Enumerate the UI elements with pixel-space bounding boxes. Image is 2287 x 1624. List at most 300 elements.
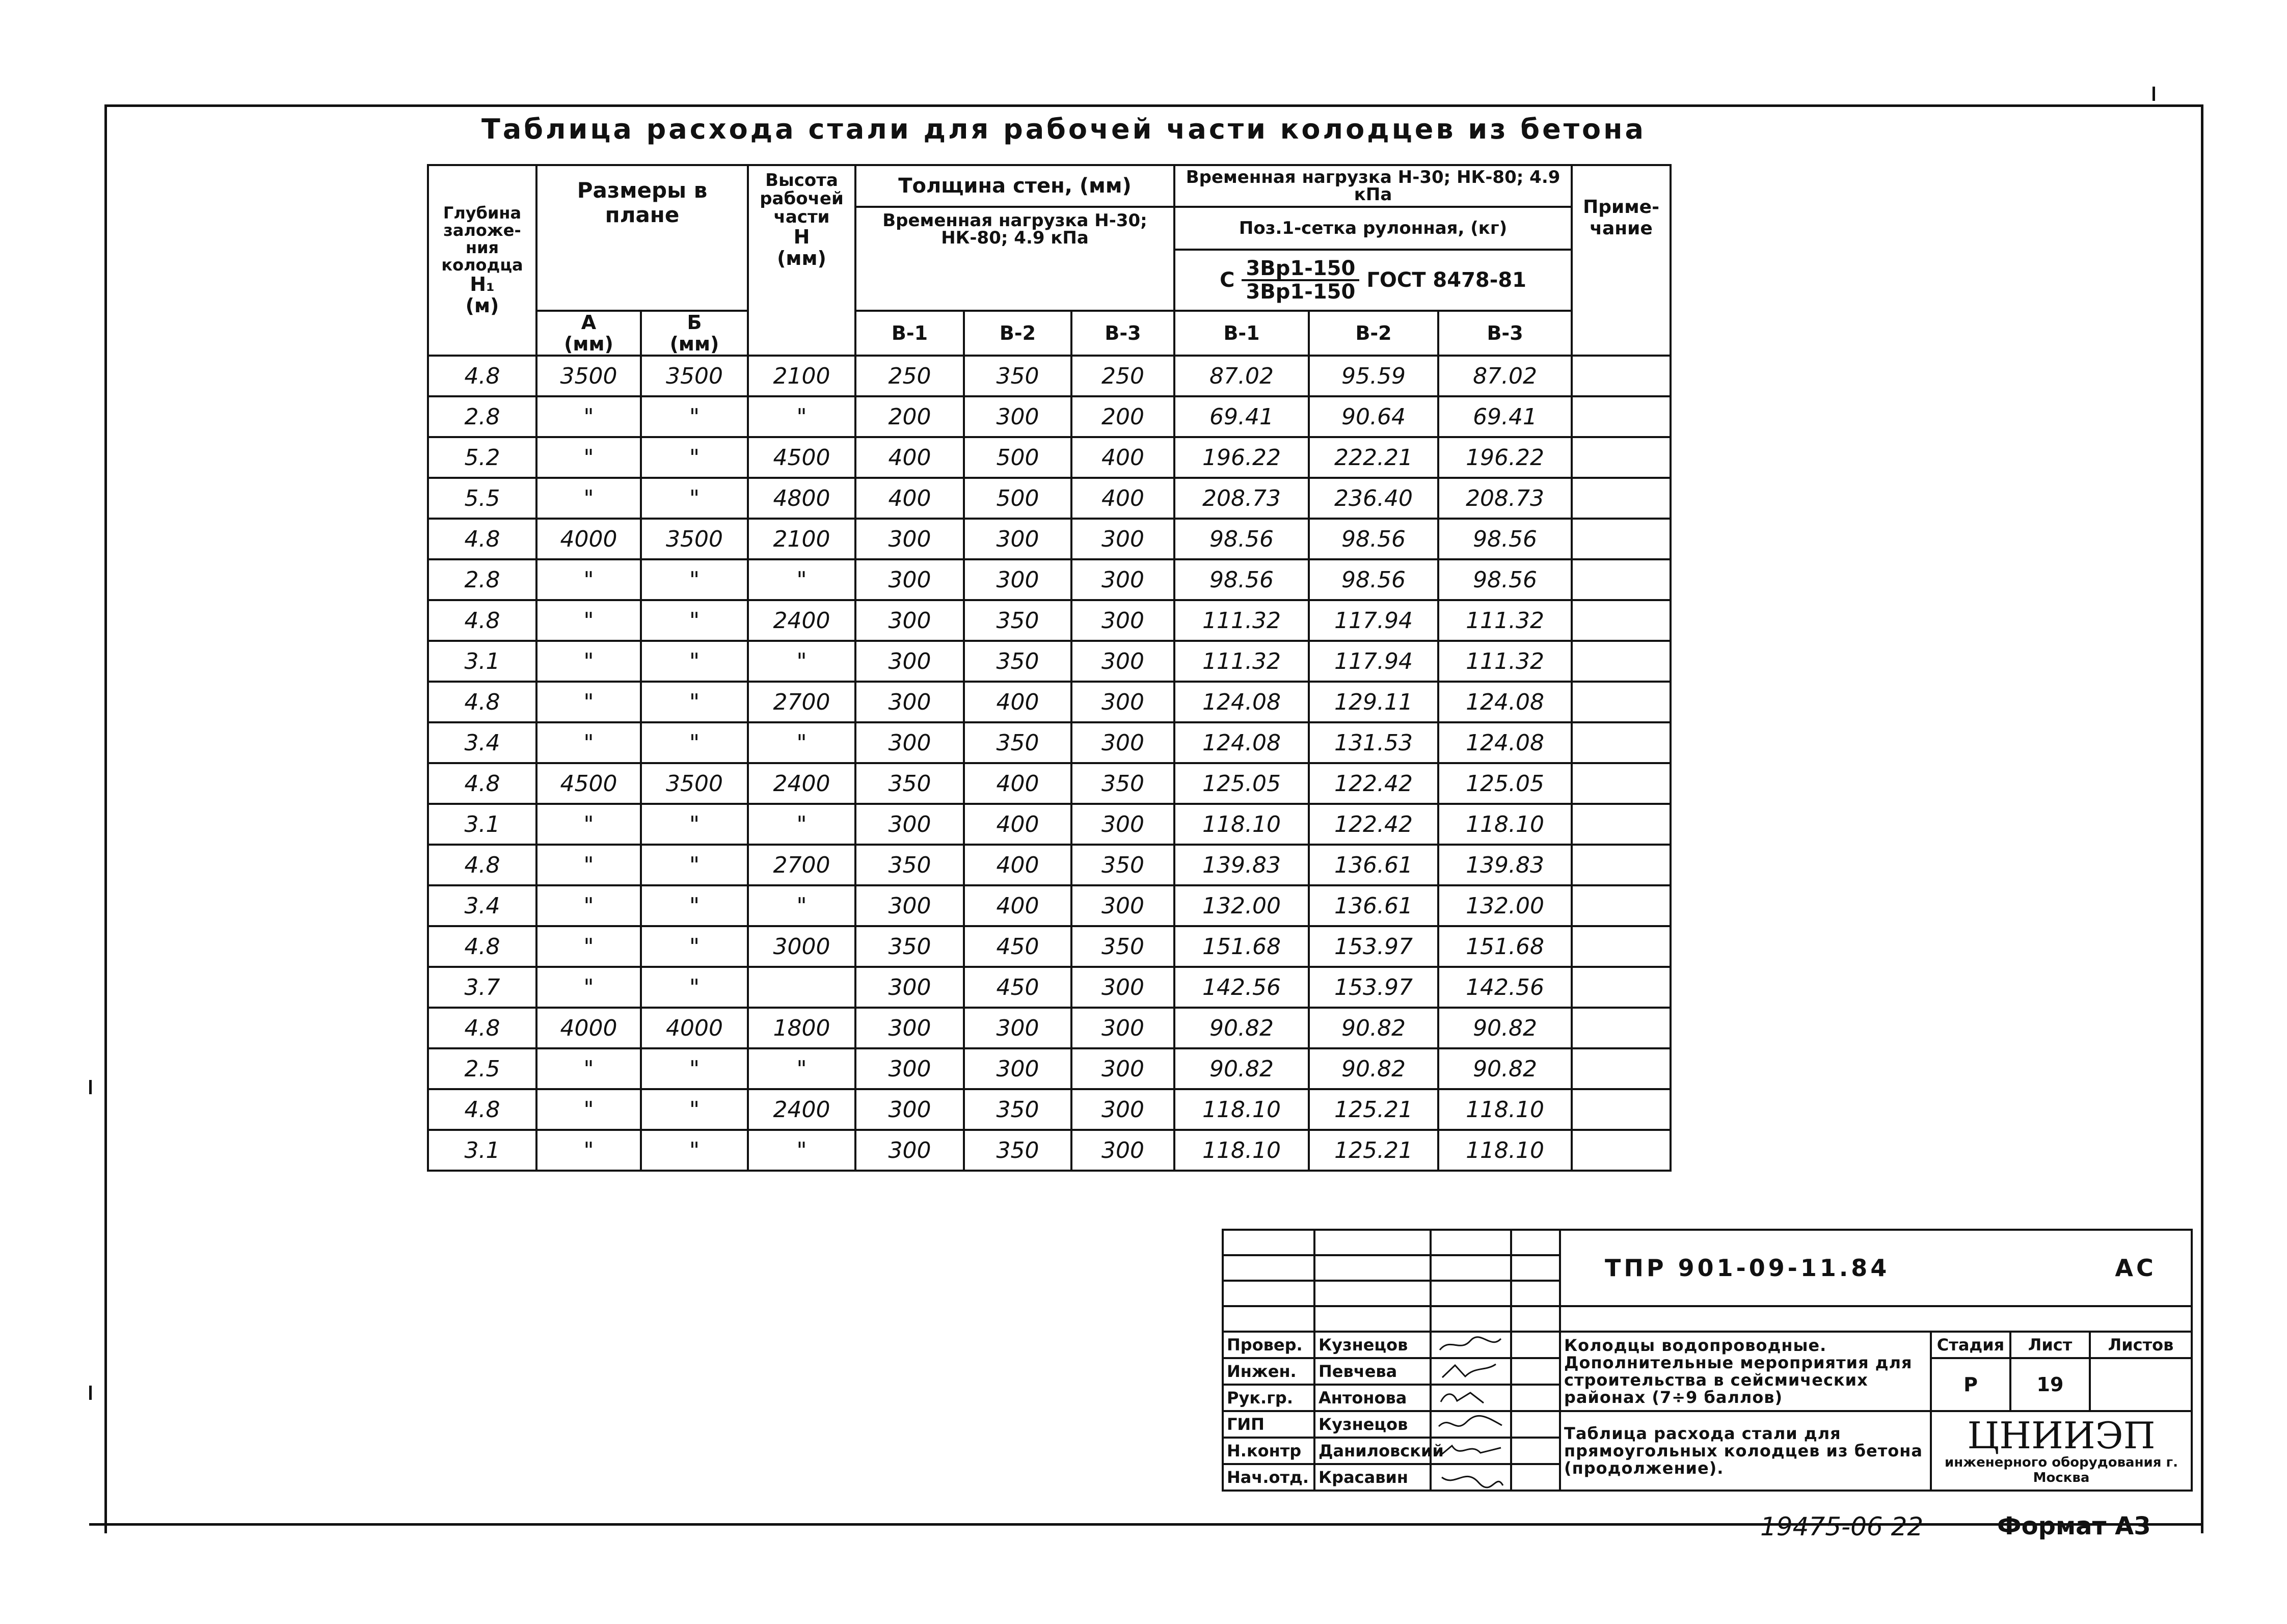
wall-v2-header: В-2 [964, 311, 1071, 356]
doc-suffix: АС [2115, 1254, 2157, 1282]
signer-role: Рук.гр. [1223, 1385, 1314, 1411]
wall-v2-cell: 350 [964, 600, 1071, 641]
mesh-v2-cell: 136.61 [1309, 885, 1438, 926]
height-cell: 2400 [748, 1089, 855, 1130]
depth-header [428, 165, 536, 356]
mesh-v1-cell: 90.82 [1174, 1008, 1309, 1048]
organization-name: ЦНИИЭП [1967, 1414, 2156, 1457]
mesh-v3-cell: 125.05 [1438, 763, 1572, 804]
mesh-v3-cell: 139.83 [1438, 845, 1572, 885]
height-cell: 4800 [748, 478, 855, 519]
mesh-v1-cell: 208.73 [1174, 478, 1309, 519]
signer-name: Даниловский [1314, 1438, 1431, 1464]
dim-a-cell: 3500 [536, 356, 641, 396]
mesh-v2-cell: 117.94 [1309, 600, 1438, 641]
table-row [428, 926, 1671, 967]
revision-cell [1431, 1306, 1511, 1332]
mesh-v3-cell: 124.08 [1438, 722, 1572, 763]
mesh-v2-cell: 95.59 [1309, 356, 1438, 396]
date-cell [1511, 1332, 1560, 1358]
signature-cell [1431, 1332, 1511, 1358]
signer-role: Инжен. [1223, 1358, 1314, 1385]
mesh-v3-cell: 111.32 [1438, 641, 1572, 682]
wall-v1-cell: 300 [855, 804, 964, 845]
sheets-label: Листов [2090, 1332, 2192, 1358]
margin-tick [89, 1386, 92, 1400]
mesh-v3-cell: 111.32 [1438, 600, 1572, 641]
wall-v1-cell: 300 [855, 722, 964, 763]
mesh-v2-cell: 90.64 [1309, 396, 1438, 437]
note-cell [1572, 1048, 1671, 1089]
organization-subtitle: инженерного оборудования г. Москва [1945, 1455, 2178, 1485]
signature-mark [1435, 1361, 1506, 1382]
dim-a-cell: " [536, 437, 641, 478]
dims-label: Размеры в плане [577, 178, 708, 227]
dim-a-cell: " [536, 1089, 641, 1130]
dim-b-cell: " [641, 682, 748, 722]
revision-cell [1314, 1255, 1431, 1281]
note-cell [1572, 600, 1671, 641]
depth-cell: 4.8 [428, 1089, 536, 1130]
signer-name: Красавин [1314, 1464, 1431, 1491]
table-row [428, 559, 1671, 600]
wall-v2-cell: 400 [964, 804, 1071, 845]
signature-mark [1435, 1388, 1506, 1408]
sheet-description: Таблица расхода стали для прямоугольных колодцев из бетона (продолжение). [1560, 1411, 1931, 1491]
signer-name: Кузнецов [1314, 1332, 1431, 1358]
height-cell: 2100 [748, 519, 855, 559]
mesh-v3-cell: 118.10 [1438, 1130, 1572, 1171]
note-cell [1572, 559, 1671, 600]
dim-b-cell: " [641, 967, 748, 1008]
wall-v1-cell: 300 [855, 1089, 964, 1130]
dim-b-header [641, 311, 748, 356]
date-cell [1511, 1411, 1560, 1438]
depth-cell: 4.8 [428, 682, 536, 722]
height-label: Высота рабочей части [760, 170, 844, 227]
dim-a-cell: " [536, 1048, 641, 1089]
steel-consumption-table [427, 164, 1672, 1172]
table-row [428, 478, 1671, 519]
dim-a-cell: " [536, 885, 641, 926]
wall-v2-cell: 350 [964, 356, 1071, 396]
mesh-v2-cell: 153.97 [1309, 967, 1438, 1008]
revision-cell [1314, 1281, 1431, 1306]
wall-v3-cell: 300 [1071, 1008, 1174, 1048]
wall-header: Толщина стен, (мм) [855, 165, 1174, 207]
doc-code-cell [1560, 1230, 2192, 1306]
mesh-v1-cell: 87.02 [1174, 356, 1309, 396]
wall-v3-cell: 400 [1071, 437, 1174, 478]
signer-role: Нач.отд. [1223, 1464, 1314, 1491]
gost-c: С [1220, 268, 1235, 292]
wall-v1-cell: 300 [855, 1130, 964, 1171]
note-cell [1572, 682, 1671, 722]
wall-v1-cell: 400 [855, 478, 964, 519]
wall-v2-cell: 400 [964, 885, 1071, 926]
height-cell: " [748, 885, 855, 926]
dim-b-cell: " [641, 722, 748, 763]
height-cell: " [748, 396, 855, 437]
note-cell [1572, 804, 1671, 845]
wall-v1-cell: 250 [855, 356, 964, 396]
note-cell [1572, 396, 1671, 437]
depth-cell: 4.8 [428, 926, 536, 967]
signature-mark [1435, 1335, 1506, 1355]
dim-b-cell: " [641, 396, 748, 437]
mesh-v3-cell: 118.10 [1438, 1089, 1572, 1130]
signature-mark [1435, 1414, 1506, 1434]
mesh-v2-cell: 122.42 [1309, 804, 1438, 845]
dim-a-header [536, 311, 641, 356]
height-cell: 2700 [748, 845, 855, 885]
dim-b-cell: " [641, 1048, 748, 1089]
mesh-v2-cell: 98.56 [1309, 559, 1438, 600]
wall-v1-cell: 300 [855, 519, 964, 559]
signer-role: ГИП [1223, 1411, 1314, 1438]
mesh-v1-cell: 124.08 [1174, 682, 1309, 722]
table-row [428, 356, 1671, 396]
mesh-v2-cell: 222.21 [1309, 437, 1438, 478]
note-cell [1572, 845, 1671, 885]
gost-formula [1220, 258, 1526, 303]
mesh-v2-cell: 125.21 [1309, 1089, 1438, 1130]
height-cell: " [748, 559, 855, 600]
mesh-v2-cell: 136.61 [1309, 845, 1438, 885]
wall-v3-cell: 350 [1071, 845, 1174, 885]
dim-a-cell: " [536, 1130, 641, 1171]
depth-cell: 4.8 [428, 763, 536, 804]
wall-load-header: Временная нагрузка Н-30; НК-80; 4.9 кПа [855, 207, 1174, 311]
margin-tick [89, 1080, 92, 1094]
load-header: Временная нагрузка Н-30; НК-80; 4.9 кПа [1174, 165, 1572, 207]
blank-cell [1560, 1306, 2192, 1332]
wall-v1-cell: 300 [855, 559, 964, 600]
wall-v2-cell: 450 [964, 926, 1071, 967]
mesh-v1-cell: 90.82 [1174, 1048, 1309, 1089]
height-cell: " [748, 1048, 855, 1089]
revision-cell [1223, 1255, 1314, 1281]
mesh-v1-cell: 196.22 [1174, 437, 1309, 478]
wall-v1-cell: 350 [855, 845, 964, 885]
depth-cell: 2.8 [428, 559, 536, 600]
signature-cell [1431, 1358, 1511, 1385]
table-body [428, 356, 1671, 1171]
dim-b-cell: " [641, 437, 748, 478]
mesh-v1-cell: 118.10 [1174, 804, 1309, 845]
dim-b-cell: " [641, 478, 748, 519]
gost-numerator: 3Вр1-150 [1242, 258, 1359, 281]
revision-cell [1431, 1230, 1511, 1255]
table-row [428, 1008, 1671, 1048]
table-row [428, 1089, 1671, 1130]
wall-v2-cell: 350 [964, 1089, 1071, 1130]
table-row [428, 682, 1671, 722]
dim-b-cell: " [641, 885, 748, 926]
table-row [428, 1130, 1671, 1171]
wall-v1-cell: 300 [855, 1008, 964, 1048]
depth-cell: 4.8 [428, 356, 536, 396]
sheet-format: Формат А3 [1997, 1512, 2151, 1540]
depth-cell: 4.8 [428, 519, 536, 559]
note-cell [1572, 437, 1671, 478]
mesh-v2-cell: 129.11 [1309, 682, 1438, 722]
depth-label: Глубина заложе-ния колодца [441, 203, 523, 275]
mesh-v1-cell: 139.83 [1174, 845, 1309, 885]
signer-name: Кузнецов [1314, 1411, 1431, 1438]
mesh-v3-cell: 87.02 [1438, 356, 1572, 396]
wall-v2-cell: 300 [964, 1008, 1071, 1048]
date-cell [1511, 1385, 1560, 1411]
mesh-v3-header: В-3 [1438, 311, 1572, 356]
wall-v3-cell: 300 [1071, 1089, 1174, 1130]
margin-tick [2153, 87, 2155, 101]
mesh-v3-cell: 90.82 [1438, 1008, 1572, 1048]
note-cell [1572, 967, 1671, 1008]
dim-b-label: Б [687, 311, 702, 334]
signer-role: Н.контр [1223, 1438, 1314, 1464]
table-row [428, 641, 1671, 682]
mesh-v3-cell: 98.56 [1438, 519, 1572, 559]
archive-code: 19475-06 22 [1760, 1512, 1924, 1541]
signer-name: Антонова [1314, 1385, 1431, 1411]
date-cell [1511, 1464, 1560, 1491]
mesh-v1-cell: 132.00 [1174, 885, 1309, 926]
table-row [428, 845, 1671, 885]
mesh-v1-cell: 151.68 [1174, 926, 1309, 967]
mesh-v3-cell: 118.10 [1438, 804, 1572, 845]
table-row [428, 1048, 1671, 1089]
revision-cell [1511, 1230, 1560, 1255]
wall-v2-cell: 300 [964, 396, 1071, 437]
note-header [1572, 165, 1671, 356]
height-cell: 2400 [748, 600, 855, 641]
mesh-v3-cell: 142.56 [1438, 967, 1572, 1008]
depth-cell: 2.8 [428, 396, 536, 437]
table-row [428, 437, 1671, 478]
revision-cell [1431, 1255, 1511, 1281]
height-cell: 3000 [748, 926, 855, 967]
wall-v3-cell: 300 [1071, 682, 1174, 722]
dim-a-cell: " [536, 722, 641, 763]
height-cell: " [748, 641, 855, 682]
signer-role: Провер. [1223, 1332, 1314, 1358]
height-cell: 2400 [748, 763, 855, 804]
table-row [428, 804, 1671, 845]
mesh-v2-cell: 153.97 [1309, 926, 1438, 967]
revision-cell [1223, 1281, 1314, 1306]
dim-a-cell: " [536, 845, 641, 885]
depth-cell: 3.1 [428, 804, 536, 845]
date-cell [1511, 1358, 1560, 1385]
wall-v3-cell: 350 [1071, 763, 1174, 804]
dim-a-cell: " [536, 804, 641, 845]
dim-b-cell: 3500 [641, 519, 748, 559]
depth-cell: 3.7 [428, 967, 536, 1008]
revision-cell [1511, 1255, 1560, 1281]
wall-v1-cell: 300 [855, 641, 964, 682]
signature-mark [1435, 1467, 1506, 1487]
dim-b-unit: (мм) [669, 333, 719, 355]
dim-a-cell: " [536, 641, 641, 682]
mesh-v2-cell: 122.42 [1309, 763, 1438, 804]
mesh-header: Поз.1-сетка рулонная, (кг) [1174, 207, 1572, 250]
signature-cell [1431, 1464, 1511, 1491]
table-row [428, 885, 1671, 926]
dim-b-cell: " [641, 1130, 748, 1171]
mesh-v1-cell: 142.56 [1174, 967, 1309, 1008]
revision-cell [1511, 1306, 1560, 1332]
wall-v3-cell: 300 [1071, 1048, 1174, 1089]
depth-symbol: H₁ [470, 273, 495, 295]
table-row [428, 600, 1671, 641]
wall-v3-cell: 300 [1071, 885, 1174, 926]
wall-v3-cell: 300 [1071, 641, 1174, 682]
wall-v1-cell: 200 [855, 396, 964, 437]
wall-v1-cell: 300 [855, 967, 964, 1008]
mesh-v2-cell: 98.56 [1309, 519, 1438, 559]
height-cell [748, 967, 855, 1008]
dim-a-cell: " [536, 600, 641, 641]
mesh-v1-cell: 69.41 [1174, 396, 1309, 437]
note-cell [1572, 478, 1671, 519]
title-block [1222, 1229, 2193, 1492]
wall-v3-cell: 300 [1071, 722, 1174, 763]
note-cell [1572, 1008, 1671, 1048]
height-cell: 1800 [748, 1008, 855, 1048]
wall-v1-cell: 350 [855, 926, 964, 967]
wall-v2-cell: 350 [964, 722, 1071, 763]
height-header [748, 165, 855, 356]
mesh-v3-cell: 196.22 [1438, 437, 1572, 478]
dim-a-label: А [581, 311, 597, 334]
note-cell [1572, 763, 1671, 804]
wall-v2-cell: 500 [964, 437, 1071, 478]
mesh-v3-cell: 208.73 [1438, 478, 1572, 519]
mesh-v1-header: В-1 [1174, 311, 1309, 356]
depth-cell: 4.8 [428, 845, 536, 885]
sheet-value: 19 [2010, 1358, 2090, 1411]
depth-unit: (м) [465, 294, 499, 317]
wall-v2-cell: 450 [964, 967, 1071, 1008]
note-label: Приме-чание [1583, 197, 1660, 239]
signer-name: Певчева [1314, 1358, 1431, 1385]
note-cell [1572, 1130, 1671, 1171]
wall-v3-cell: 350 [1071, 926, 1174, 967]
mesh-v2-cell: 236.40 [1309, 478, 1438, 519]
revision-cell [1431, 1281, 1511, 1306]
table-row [428, 722, 1671, 763]
gost-denominator: 3Вр1-150 [1246, 280, 1356, 304]
mesh-v1-cell: 111.32 [1174, 641, 1309, 682]
table-row [428, 763, 1671, 804]
depth-cell: 2.5 [428, 1048, 536, 1089]
mesh-v2-header: В-2 [1309, 311, 1438, 356]
dim-a-cell: " [536, 396, 641, 437]
revision-cell [1511, 1281, 1560, 1306]
height-cell: " [748, 804, 855, 845]
height-unit: (мм) [777, 247, 826, 269]
revision-cell [1314, 1230, 1431, 1255]
table-row [428, 967, 1671, 1008]
height-symbol: H [793, 226, 810, 248]
mesh-v3-cell: 124.08 [1438, 682, 1572, 722]
height-cell: " [748, 1130, 855, 1171]
wall-v2-cell: 400 [964, 845, 1071, 885]
wall-v3-cell: 400 [1071, 478, 1174, 519]
height-cell: 2100 [748, 356, 855, 396]
gost-standard: ГОСТ 8478-81 [1366, 268, 1526, 292]
revision-cell [1314, 1306, 1431, 1332]
note-cell [1572, 356, 1671, 396]
wall-v3-cell: 300 [1071, 804, 1174, 845]
note-cell [1572, 519, 1671, 559]
dim-a-cell: " [536, 478, 641, 519]
dim-a-cell: " [536, 559, 641, 600]
dim-a-cell: " [536, 967, 641, 1008]
depth-cell: 3.1 [428, 1130, 536, 1171]
wall-v3-cell: 300 [1071, 559, 1174, 600]
note-cell [1572, 885, 1671, 926]
revision-cell [1223, 1306, 1314, 1332]
depth-cell: 3.4 [428, 722, 536, 763]
dim-a-cell: " [536, 682, 641, 722]
dims-header [536, 165, 748, 311]
gost-fraction [1242, 258, 1359, 303]
mesh-v3-cell: 132.00 [1438, 885, 1572, 926]
depth-cell: 5.2 [428, 437, 536, 478]
height-cell: 2700 [748, 682, 855, 722]
wall-v2-cell: 400 [964, 682, 1071, 722]
dim-b-cell: " [641, 926, 748, 967]
wall-v2-cell: 300 [964, 559, 1071, 600]
revision-cell [1223, 1230, 1314, 1255]
mesh-v3-cell: 98.56 [1438, 559, 1572, 600]
wall-v3-cell: 300 [1071, 519, 1174, 559]
mesh-v1-cell: 125.05 [1174, 763, 1309, 804]
dim-b-cell: " [641, 1089, 748, 1130]
mesh-v2-cell: 90.82 [1309, 1008, 1438, 1048]
wall-v2-cell: 350 [964, 641, 1071, 682]
wall-v2-cell: 300 [964, 1048, 1071, 1089]
dim-b-cell: " [641, 804, 748, 845]
dim-a-unit: (мм) [564, 333, 613, 355]
wall-v2-cell: 400 [964, 763, 1071, 804]
mesh-v2-cell: 125.21 [1309, 1130, 1438, 1171]
wall-v1-cell: 350 [855, 763, 964, 804]
wall-v1-cell: 400 [855, 437, 964, 478]
wall-v2-cell: 300 [964, 519, 1071, 559]
project-description: Колодцы водопроводные. Дополнительные мероприятия для строительства в сейсмических районах (7÷9 баллов) [1560, 1332, 1931, 1411]
signature-cell [1431, 1411, 1511, 1438]
dim-b-cell: " [641, 845, 748, 885]
wall-v1-cell: 300 [855, 1048, 964, 1089]
dim-b-cell: 4000 [641, 1008, 748, 1048]
mesh-v2-cell: 117.94 [1309, 641, 1438, 682]
dim-a-cell: 4500 [536, 763, 641, 804]
depth-cell: 3.1 [428, 641, 536, 682]
height-cell: " [748, 722, 855, 763]
wall-v1-cell: 300 [855, 600, 964, 641]
stage-label: Стадия [1931, 1332, 2010, 1358]
wall-v1-cell: 300 [855, 885, 964, 926]
wall-v3-cell: 300 [1071, 600, 1174, 641]
doc-code: ТПР 901-09-11.84 [1605, 1254, 1890, 1282]
signature-cell [1431, 1385, 1511, 1411]
dim-b-cell: " [641, 641, 748, 682]
mesh-v1-cell: 111.32 [1174, 600, 1309, 641]
depth-cell: 3.4 [428, 885, 536, 926]
